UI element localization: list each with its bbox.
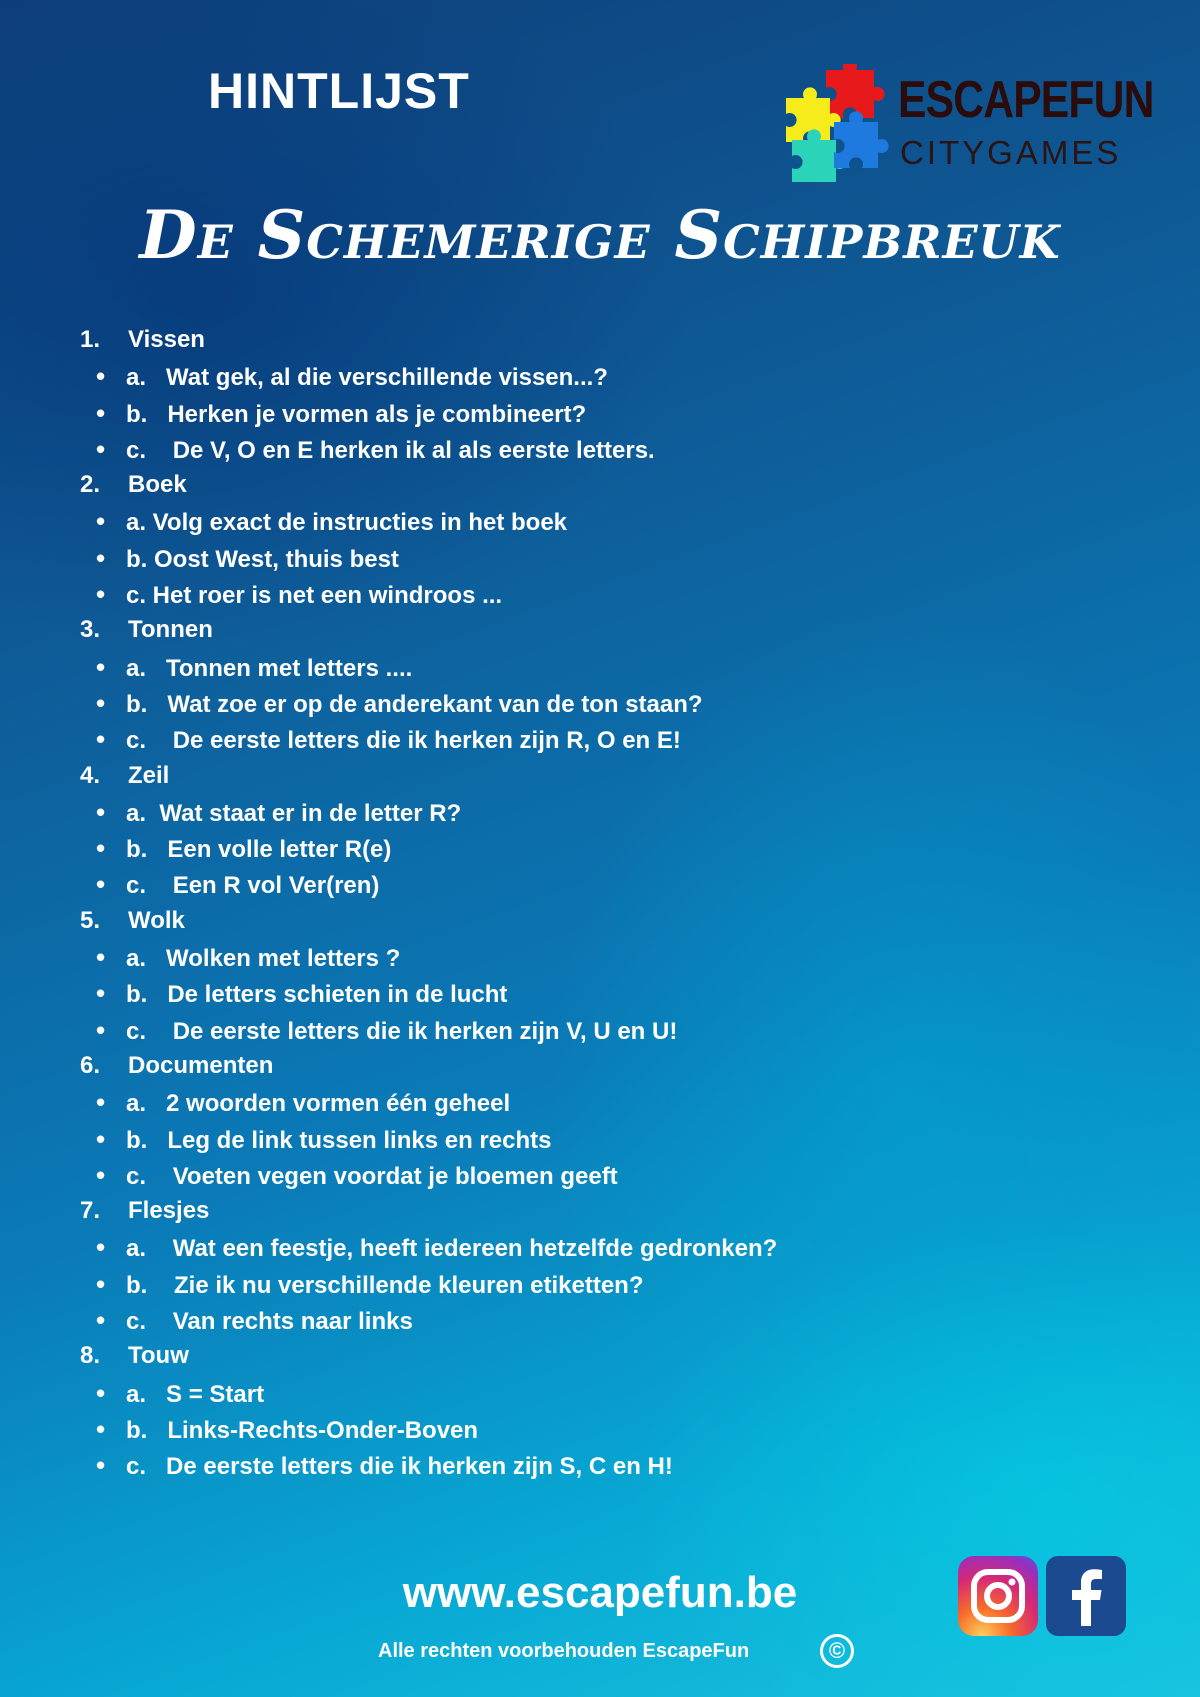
hint-text: Oost West, thuis best xyxy=(147,545,399,573)
hint-text: De V, O en E herken ik al als eerste letters. xyxy=(146,436,655,464)
hint-letter: b. xyxy=(126,690,148,718)
section-heading xyxy=(80,1048,1080,1084)
section-number: 4. xyxy=(80,761,101,789)
hint-text: Wat zoe er op de anderekant van de ton staan? xyxy=(147,690,703,718)
hint-letter: a. xyxy=(126,1090,147,1118)
hint-text: 2 woorden vormen één geheel xyxy=(146,1090,511,1118)
bullet-icon: • xyxy=(96,1268,106,1299)
hint-letter: b. xyxy=(126,1416,148,1444)
hintlijst-heading: HINTLIJST xyxy=(208,63,470,119)
section-number: 8. xyxy=(80,1342,101,1370)
bullet-icon: • xyxy=(96,724,106,755)
bullet-icon: • xyxy=(96,833,106,864)
section-heading xyxy=(80,467,1080,503)
hint-item xyxy=(80,1447,1080,1483)
bullet-icon: • xyxy=(96,542,106,573)
hint-text: Van rechts naar links xyxy=(146,1308,413,1336)
hint-letter: a. xyxy=(126,509,147,537)
hint-text: Zie ik nu verschillende kleuren etiketten? xyxy=(147,1271,644,1299)
hint-item xyxy=(80,866,1080,902)
hint-text: Het roer is net een windroos ... xyxy=(146,582,503,610)
hint-item xyxy=(80,1157,1080,1193)
hint-text: De eerste letters die ik herken zijn R, O en E! xyxy=(146,727,681,755)
hint-item xyxy=(80,830,1080,866)
hint-letter: a. xyxy=(126,654,147,682)
hint-item xyxy=(80,1121,1080,1157)
hint-text: Wolken met letters ? xyxy=(146,945,401,973)
section-heading xyxy=(80,322,1080,358)
hint-text: Een R vol Ver(ren) xyxy=(146,872,380,900)
section-number: 6. xyxy=(80,1051,101,1079)
facebook-icon[interactable] xyxy=(1046,1556,1126,1636)
hint-item xyxy=(80,395,1080,431)
bullet-icon: • xyxy=(96,1232,106,1263)
section-label: Vissen xyxy=(128,326,205,353)
hint-letter: c. xyxy=(126,727,147,755)
bullet-icon: • xyxy=(96,1014,106,1045)
hint-item xyxy=(80,975,1080,1011)
hint-text: De eerste letters die ik herken zijn S, C en H! xyxy=(146,1453,673,1481)
puzzle-logo-icon xyxy=(782,64,892,184)
hint-letter: c. xyxy=(126,436,147,464)
bullet-icon: • xyxy=(96,506,106,537)
hint-letter: a. xyxy=(126,1235,147,1263)
hint-letter: b. xyxy=(126,1126,148,1154)
hint-item xyxy=(80,939,1080,975)
hint-text: De eerste letters die ik herken zijn V, U en U! xyxy=(146,1017,678,1045)
bullet-icon: • xyxy=(96,978,106,1009)
hint-item xyxy=(80,358,1080,394)
hint-text: S = Start xyxy=(146,1380,265,1408)
section-label: Touw xyxy=(128,1342,189,1370)
bullet-icon: • xyxy=(96,361,106,392)
hint-item xyxy=(80,576,1080,612)
bullet-icon: • xyxy=(96,651,106,682)
hint-text: Wat staat er in de letter R? xyxy=(146,799,462,827)
section-heading xyxy=(80,758,1080,794)
bullet-icon: • xyxy=(96,397,106,428)
instagram-icon[interactable] xyxy=(958,1556,1038,1636)
page-title: De Schemerige Schipbreuk xyxy=(139,196,1061,274)
hint-letter: a. xyxy=(126,799,147,827)
hint-item xyxy=(80,1084,1080,1120)
hint-text: Wat een feestje, heeft iedereen hetzelfde gedronken? xyxy=(146,1235,778,1263)
hint-letter: c. xyxy=(126,872,147,900)
hint-text: Tonnen met letters .... xyxy=(146,654,413,682)
brand-title: ESCAPEFUN xyxy=(898,71,1154,129)
hint-letter: c. xyxy=(126,1308,147,1336)
bullet-icon: • xyxy=(96,796,106,827)
hint-letter: a. xyxy=(126,364,147,392)
hint-text: De letters schieten in de lucht xyxy=(147,981,508,1009)
hint-letter: c. xyxy=(126,582,147,610)
bullet-icon: • xyxy=(96,433,106,464)
bullet-icon: • xyxy=(96,869,106,900)
hint-letter: a. xyxy=(126,945,147,973)
section-label: Zeil xyxy=(128,761,170,789)
hint-item xyxy=(80,431,1080,467)
hint-item xyxy=(80,503,1080,539)
hint-letter: b. xyxy=(126,1271,148,1299)
hint-letter: b. xyxy=(126,981,148,1009)
hint-item xyxy=(80,1411,1080,1447)
hint-letter: b. xyxy=(126,400,148,428)
section-number: 7. xyxy=(80,1197,101,1225)
bullet-icon: • xyxy=(96,942,106,973)
hint-item xyxy=(80,721,1080,757)
hint-letter: a. xyxy=(126,1380,147,1408)
hint-text: Voeten vegen voordat je bloemen geeft xyxy=(146,1162,618,1190)
hint-text: Volg exact de instructies in het boek xyxy=(146,509,568,537)
hint-text: Wat gek, al die verschillende vissen...? xyxy=(146,364,608,392)
bullet-icon: • xyxy=(96,1377,106,1408)
rights-notice: Alle rechten voorbehouden EscapeFun xyxy=(378,1640,750,1662)
brand-subtitle: CITYGAMES xyxy=(900,134,1122,171)
section-heading xyxy=(80,1193,1080,1229)
bullet-icon: • xyxy=(96,687,106,718)
hint-item xyxy=(80,1375,1080,1411)
section-label: Boek xyxy=(128,471,187,499)
hint-text: Links-Rechts-Onder-Boven xyxy=(147,1416,479,1444)
hint-letter: c. xyxy=(126,1453,147,1481)
hint-item xyxy=(80,794,1080,830)
bullet-icon: • xyxy=(96,1450,106,1481)
hint-item xyxy=(80,649,1080,685)
bullet-icon: • xyxy=(96,1123,106,1154)
hint-letter: b. xyxy=(126,836,148,864)
hint-item xyxy=(80,540,1080,576)
section-number: 1. xyxy=(80,326,101,353)
hint-text: Leg de link tussen links en rechts xyxy=(147,1126,552,1154)
section-number: 3. xyxy=(80,616,101,644)
hint-list xyxy=(80,322,1080,1484)
bullet-icon: • xyxy=(96,1087,106,1118)
section-label: Documenten xyxy=(128,1051,274,1079)
hint-text: Een volle letter R(e) xyxy=(147,836,392,864)
hint-letter: b. xyxy=(126,545,148,573)
website-link[interactable]: www.escapefun.be xyxy=(402,1568,798,1617)
section-label: Tonnen xyxy=(128,616,213,644)
section-number: 5. xyxy=(80,906,101,934)
section-heading xyxy=(80,612,1080,648)
hint-letter: c. xyxy=(126,1162,147,1190)
bullet-icon: • xyxy=(96,1159,106,1190)
hint-item xyxy=(80,1229,1080,1265)
hint-letter: c. xyxy=(126,1017,147,1045)
escapefun-logo xyxy=(782,64,1154,184)
hint-item xyxy=(80,1012,1080,1048)
hint-item xyxy=(80,1302,1080,1338)
copyright-icon: © xyxy=(820,1634,854,1668)
hint-item xyxy=(80,1266,1080,1302)
hint-item xyxy=(80,685,1080,721)
section-label: Wolk xyxy=(128,906,185,934)
section-number: 2. xyxy=(80,471,101,499)
bullet-icon: • xyxy=(96,1413,106,1444)
section-heading xyxy=(80,1338,1080,1374)
hint-text: Herken je vormen als je combineert? xyxy=(147,400,587,428)
section-heading xyxy=(80,903,1080,939)
section-label: Flesjes xyxy=(128,1197,210,1225)
bullet-icon: • xyxy=(96,579,106,610)
bullet-icon: • xyxy=(96,1305,106,1336)
